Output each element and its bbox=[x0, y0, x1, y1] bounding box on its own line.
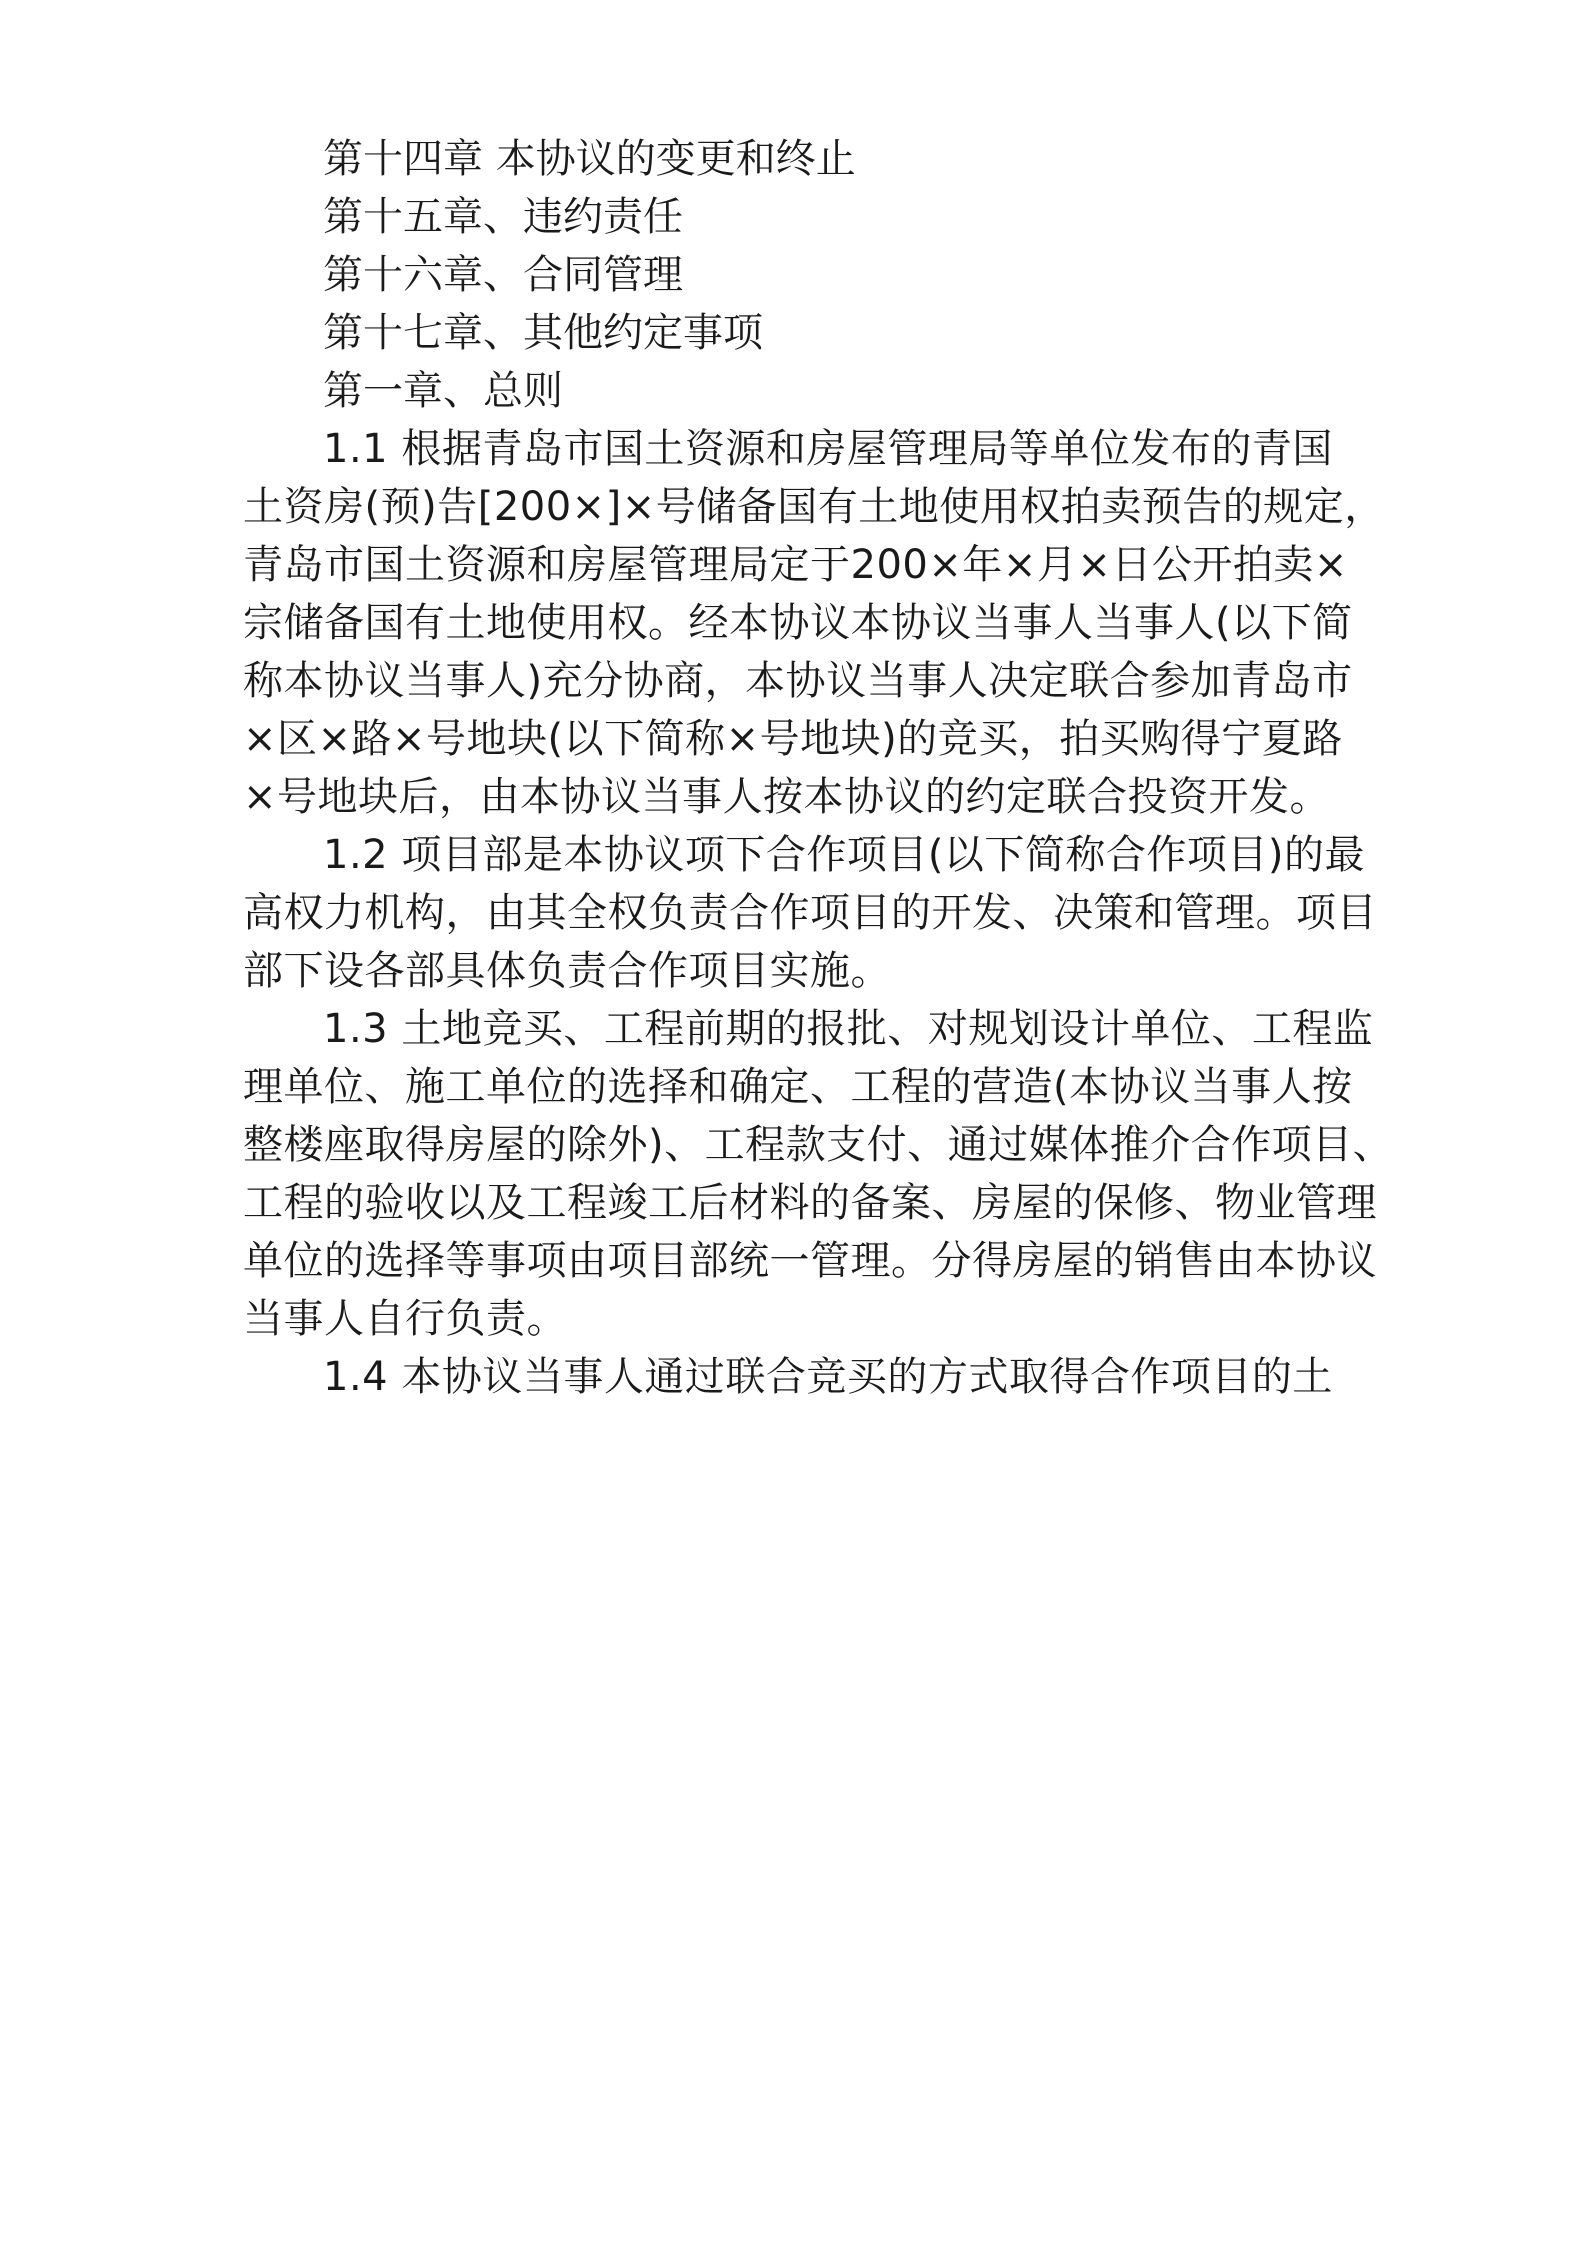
paragraph-line: 1.2 项目部是本协议项下合作项目(以下简称合作项目)的最 bbox=[323, 832, 1366, 878]
paragraph-line: 部下设各部具体负责合作项目实施。 bbox=[243, 948, 891, 994]
paragraph-line: ×区×路×号地块(以下简称×号地块)的竞买，拍买购得宁夏路 bbox=[243, 716, 1343, 762]
chapter-heading-1: 第一章、总则 bbox=[323, 368, 563, 414]
paragraph-line: 高权力机构，由其全权负责合作项目的开发、决策和管理。项目 bbox=[243, 890, 1377, 936]
paragraph-line: 青岛市国土资源和房屋管理局定于200×年×月×日公开拍卖× bbox=[243, 542, 1348, 588]
chapter-heading-14: 第十四章 本协议的变更和终止 bbox=[323, 136, 856, 182]
paragraph-line: 整楼座取得房屋的除外)、工程款支付、通过媒体推介合作项目、 bbox=[243, 1122, 1394, 1168]
paragraph-line: 1.4 本协议当事人通过联合竞买的方式取得合作项目的土 bbox=[323, 1354, 1333, 1400]
chapter-heading-16: 第十六章、合同管理 bbox=[323, 252, 683, 298]
paragraph-line: 工程的验收以及工程竣工后材料的备案、房屋的保修、物业管理 bbox=[243, 1180, 1377, 1226]
paragraph-line: 理单位、施工单位的选择和确定、工程的营造(本协议当事人按 bbox=[243, 1064, 1353, 1110]
paragraph-line: 称本协议当事人)充分协商，本协议当事人决定联合参加青岛市 bbox=[243, 658, 1353, 704]
paragraph-line: 宗储备国有土地使用权。经本协议本协议当事人当事人(以下简 bbox=[243, 600, 1353, 646]
paragraph-line: 单位的选择等事项由项目部统一管理。分得房屋的销售由本协议 bbox=[243, 1238, 1377, 1284]
paragraph-line: 当事人自行负责。 bbox=[243, 1296, 567, 1342]
chapter-heading-15: 第十五章、违约责任 bbox=[323, 194, 683, 240]
paragraph-line: ×号地块后，由本协议当事人按本协议的约定联合投资开发。 bbox=[243, 774, 1331, 820]
paragraph-line: 土资房(预)告[200×]×号储备国有土地使用权拍卖预告的规定， bbox=[243, 484, 1385, 530]
paragraph-line: 1.3 土地竞买、工程前期的报批、对规划设计单位、工程监 bbox=[323, 1006, 1374, 1052]
paragraph-line: 1.1 根据青岛市国土资源和房屋管理局等单位发布的青国 bbox=[323, 426, 1333, 472]
chapter-heading-17: 第十七章、其他约定事项 bbox=[323, 310, 763, 356]
